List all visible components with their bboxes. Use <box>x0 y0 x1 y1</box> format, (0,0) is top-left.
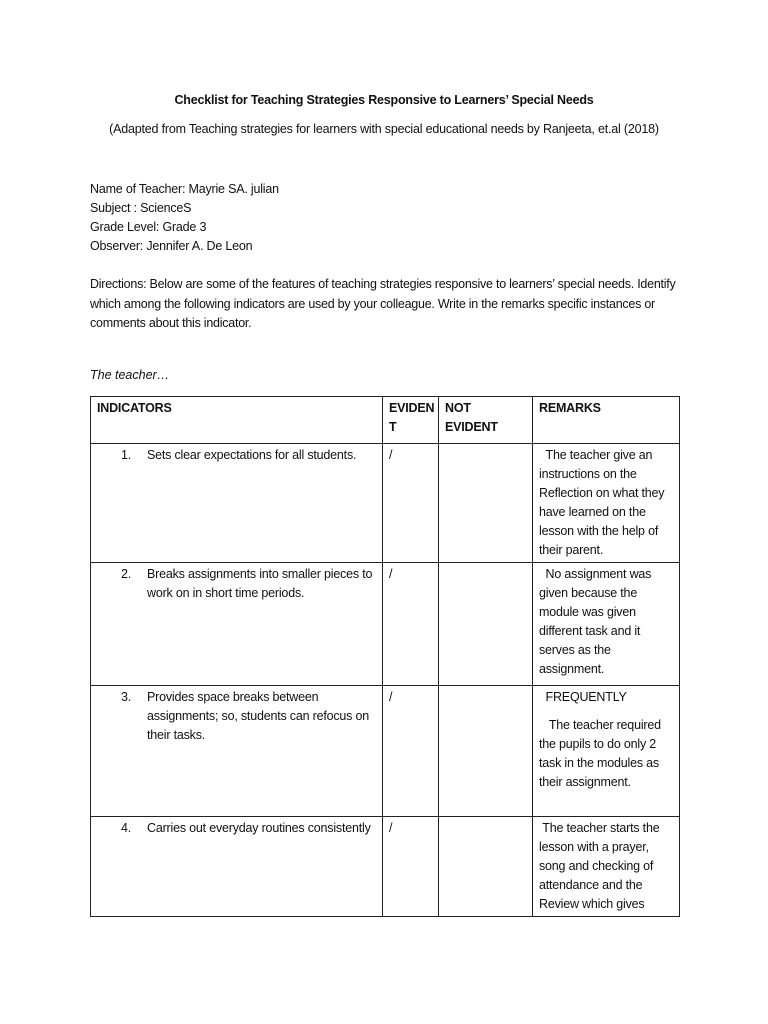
table-header-row <box>91 397 680 444</box>
evident-cell: / <box>383 817 439 917</box>
remarks-text: No assignment was given because the module was given different task and it serves as the assignment. <box>539 567 652 676</box>
header-remarks-label: REMARKS <box>539 401 601 415</box>
header-remarks <box>533 397 680 444</box>
teacher-name: Name of Teacher: Mayrie SA. julian <box>90 182 279 196</box>
remarks-text: The teacher give an instructions on the Reflection on what they have learned on the lesson with the help of their parent. <box>539 448 665 557</box>
evident-cell: / <box>383 686 439 817</box>
indicator-number: 3. <box>121 690 132 704</box>
remarks-cell <box>533 563 680 686</box>
header-evident <box>383 397 439 444</box>
teacher-info-block <box>90 180 279 256</box>
evident-cell: / <box>383 444 439 563</box>
remarks-cell <box>533 686 680 817</box>
document-subtitle: (Adapted from Teaching strategies for learners with special educational needs by Ranjeeta, et.al (2018) <box>109 122 659 136</box>
remarks-text: The teacher required the pupils to do only 2 task in the modules as their assignment. <box>539 718 661 789</box>
indicator-cell <box>91 444 383 563</box>
header-not-evident <box>439 397 533 444</box>
grade-level: Grade Level: Grade 3 <box>90 220 207 234</box>
not-evident-cell <box>439 563 533 686</box>
remarks-cell <box>533 444 680 563</box>
indicator-number: 1. <box>121 448 132 462</box>
teacher-label: The teacher… <box>90 368 170 382</box>
remarks-text: The teacher starts the lesson with a prayer, song and checking of attendance and the Review which gives <box>539 821 660 911</box>
checklist-table <box>90 396 680 917</box>
table-row <box>91 563 680 686</box>
not-evident-cell <box>439 444 533 563</box>
table-row <box>91 817 680 917</box>
document-title: Checklist for Teaching Strategies Responsive to Learners’ Special Needs <box>174 93 594 107</box>
indicator-text: Provides space breaks between assignments; so, students can refocus on their tasks. <box>147 690 369 742</box>
remarks-frequency-label: FREQUENTLY <box>539 690 627 704</box>
indicator-number: 4. <box>121 821 132 835</box>
indicator-text: Carries out everyday routines consistently <box>147 821 371 835</box>
table-row <box>91 444 680 563</box>
evident-cell: / <box>383 563 439 686</box>
indicator-text: Breaks assignments into smaller pieces to work on in short time periods. <box>147 567 373 600</box>
header-evident-line2: T <box>389 420 397 434</box>
indicator-text: Sets clear expectations for all students. <box>147 448 357 462</box>
not-evident-cell <box>439 686 533 817</box>
header-indicators-label: INDICATORS <box>97 401 172 415</box>
indicator-cell <box>91 686 383 817</box>
header-not-evident-line1: NOT <box>445 401 471 415</box>
subject: Subject : ScienceS <box>90 201 192 215</box>
indicator-number: 2. <box>121 567 132 581</box>
header-evident-line1: EVIDEN <box>389 401 435 415</box>
remarks-cell <box>533 817 680 917</box>
indicator-cell <box>91 563 383 686</box>
header-indicators <box>91 397 383 444</box>
not-evident-cell <box>439 817 533 917</box>
observer: Observer: Jennifer A. De Leon <box>90 239 253 253</box>
table-row <box>91 686 680 817</box>
directions-paragraph: Directions: Below are some of the features of teaching strategies responsive to learners’ special needs. Identify which among the following indicators are used by your colleague. Write in the remarks specific instances or comments about this indicator. <box>90 277 676 330</box>
header-not-evident-line2: EVIDENT <box>445 420 498 434</box>
indicator-cell <box>91 817 383 917</box>
